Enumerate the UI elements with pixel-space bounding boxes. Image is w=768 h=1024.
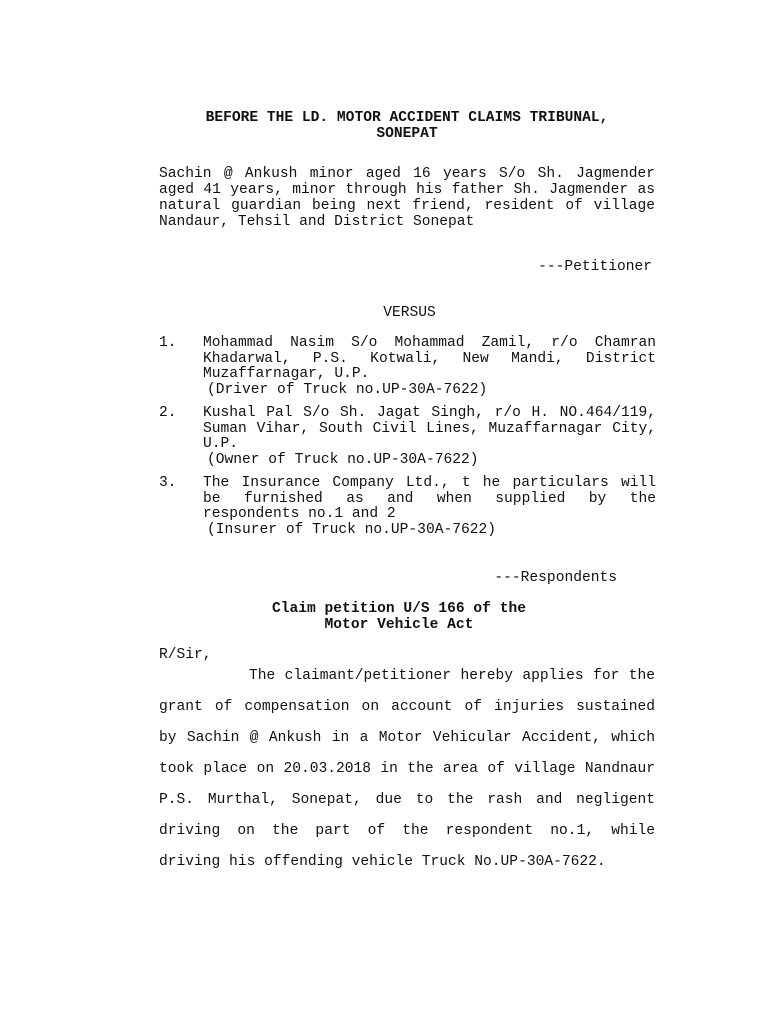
respondent-details: Mohammad Nasim S/o Mohammad Zamil, r/o Chamran Khadarwal, P.S. Kotwali, New Mandi, District Muzaffarnagar, U.P. [203, 335, 656, 382]
respondent-details: The Insurance Company Ltd., t he particulars will be furnished as and when supplied by the respondents no.1 and 2 [203, 475, 656, 522]
body-paragraph: The claimant/petitioner hereby applies for the grant of compensation on account of injuries sustained by Sachin @ Ankush in a Motor Vehicular Accident, which took place on 20.03.2018 in the area of village Nandnaur P.S. Murthal, Sonepat, due to the rash and negligent driving on the part of the respondent no.1, while driving his offending vehicle Truck No.UP-30A-7622. [159, 668, 655, 870]
respondent-item [159, 476, 656, 538]
court-heading-line-1: BEFORE THE LD. MOTOR ACCIDENT CLAIMS TRIBUNAL, [205, 110, 609, 126]
respondent-number: 3. [159, 475, 177, 491]
respondent-role: (Owner of Truck no.UP-30A-7622) [207, 451, 479, 468]
respondent-details: Kushal Pal S/o Sh. Jagat Singh, r/o H. NO.464/119, Suman Vihar, South Civil Lines, Muzaffarnagar City, U.P. [203, 405, 656, 452]
respondent-number: 1. [159, 335, 177, 351]
petitioner-description: Sachin @ Ankush minor aged 16 years S/o Sh. Jagmender aged 41 years, minor through his father Sh. Jagmender as natural guardian being next friend, resident of village Nandaur, Tehsil and District Sonepat [159, 166, 655, 230]
respondents-label: ---Respondents [494, 570, 617, 586]
respondent-role: (Driver of Truck no.UP-30A-7622) [207, 381, 488, 398]
claim-title [159, 601, 639, 633]
court-heading-line-2: SONEPAT [376, 126, 438, 142]
court-heading [159, 110, 655, 142]
respondent-role: (Insurer of Truck no.UP-30A-7622) [207, 521, 497, 538]
claim-title-line-1: Claim petition U/S 166 of the [272, 601, 526, 617]
respondent-number: 2. [159, 405, 177, 421]
salutation: R/Sir, [159, 647, 212, 663]
respondent-item [159, 406, 656, 468]
petitioner-label: ---Petitioner [538, 259, 652, 275]
respondent-item [159, 336, 656, 398]
versus-label: VERSUS [383, 305, 436, 321]
claim-title-line-2: Motor Vehicle Act [324, 617, 474, 633]
